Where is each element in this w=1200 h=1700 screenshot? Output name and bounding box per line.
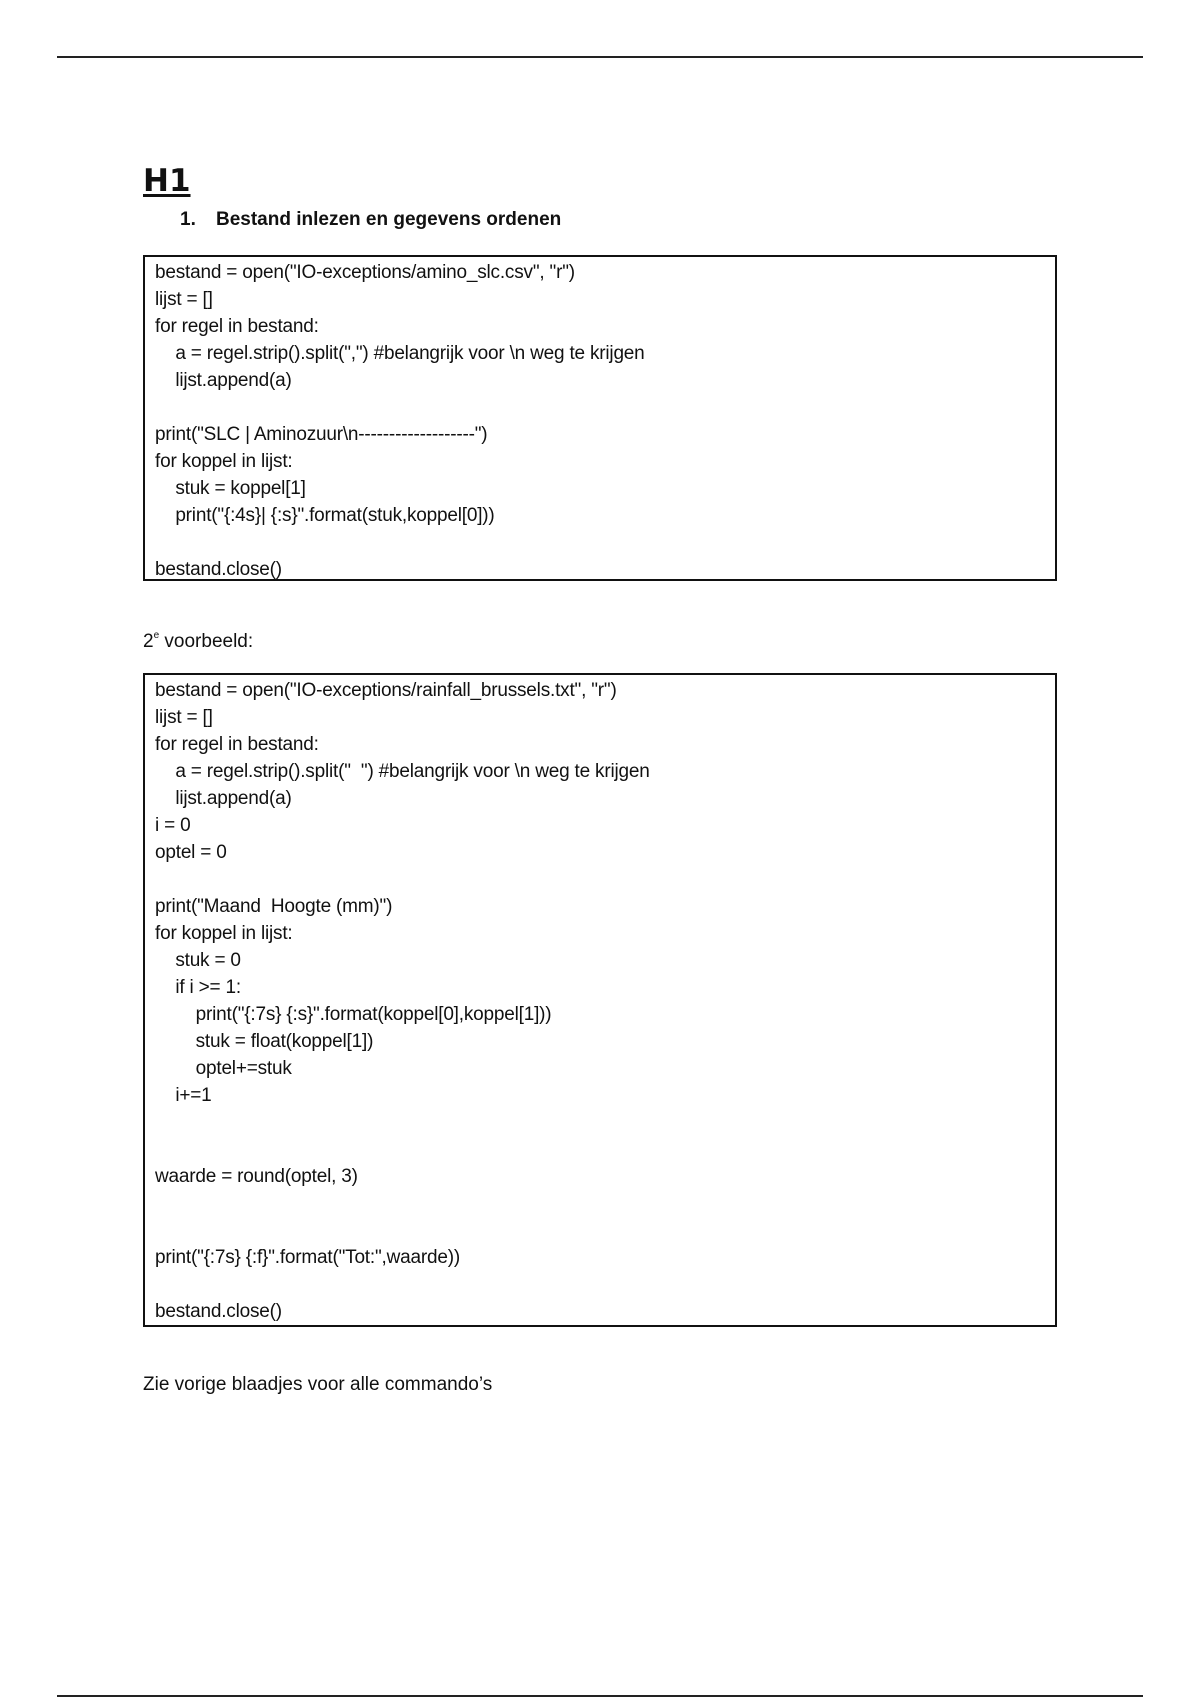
code-line xyxy=(155,1109,1045,1136)
code-line: print("{:4s}| {:s}".format(stuk,koppel[0])) xyxy=(155,505,495,526)
code-line xyxy=(155,529,1045,556)
code-line: bestand.close() xyxy=(155,559,282,580)
code-block-amino xyxy=(143,255,1057,581)
code-line: print("{:7s} {:f}".format("Tot:",waarde)) xyxy=(155,1247,460,1268)
code-line: if i >= 1: xyxy=(155,977,241,998)
section-title xyxy=(180,208,561,232)
example-number: 2 xyxy=(143,631,154,652)
section-title-text: Bestand inlezen en gegevens ordenen xyxy=(216,209,562,230)
code-line: stuk = float(koppel[1]) xyxy=(155,1031,374,1052)
code-line: a = regel.strip().split(",") #belangrijk voor \n weg te krijgen xyxy=(155,343,645,364)
code-line: i+=1 xyxy=(155,1085,212,1106)
code-line: optel = 0 xyxy=(155,842,227,863)
code-line xyxy=(155,1271,1045,1298)
example-text: voorbeeld: xyxy=(159,631,254,652)
code-line: for regel in bestand: xyxy=(155,316,319,337)
footer-rule xyxy=(57,1695,1143,1697)
code-line: stuk = 0 xyxy=(155,950,241,971)
code-line: lijst = [] xyxy=(155,289,213,310)
code-line: for regel in bestand: xyxy=(155,734,319,755)
section-number: 1. xyxy=(180,209,196,230)
code-line: print("SLC | Aminozuur\n-------------------") xyxy=(155,424,488,445)
code-line xyxy=(155,1136,1045,1163)
code-line: bestand.close() xyxy=(155,1301,282,1322)
code-line: a = regel.strip().split(" ") #belangrijk voor \n weg te krijgen xyxy=(155,761,650,782)
page-heading: H1 xyxy=(143,163,191,199)
code-line: waarde = round(optel, 3) xyxy=(155,1166,358,1187)
code-line: i = 0 xyxy=(155,815,191,836)
code-line xyxy=(155,1217,1045,1244)
code-line: lijst.append(a) xyxy=(155,370,292,391)
example-label xyxy=(143,630,253,654)
header-rule xyxy=(57,56,1143,58)
code-line: for koppel in lijst: xyxy=(155,923,293,944)
code-line: print("Maand Hoogte (mm)") xyxy=(155,896,393,917)
code-line: for koppel in lijst: xyxy=(155,451,293,472)
code-line: bestand = open("IO-exceptions/amino_slc.csv", "r") xyxy=(155,262,575,283)
code-line: lijst.append(a) xyxy=(155,788,292,809)
code-line: stuk = koppel[1] xyxy=(155,478,306,499)
code-line xyxy=(155,1190,1045,1217)
code-line: print("{:7s} {:s}".format(koppel[0],koppel[1])) xyxy=(155,1004,552,1025)
code-line xyxy=(155,866,1045,893)
code-line xyxy=(155,394,1045,421)
code-line: lijst = [] xyxy=(155,707,213,728)
example-superscript: e xyxy=(153,630,160,641)
code-line: bestand = open("IO-exceptions/rainfall_brussels.txt", "r") xyxy=(155,680,617,701)
code-line: optel+=stuk xyxy=(155,1058,292,1079)
footer-note: Zie vorige blaadjes voor alle commando’s xyxy=(143,1374,493,1395)
code-block-rainfall xyxy=(143,673,1057,1327)
